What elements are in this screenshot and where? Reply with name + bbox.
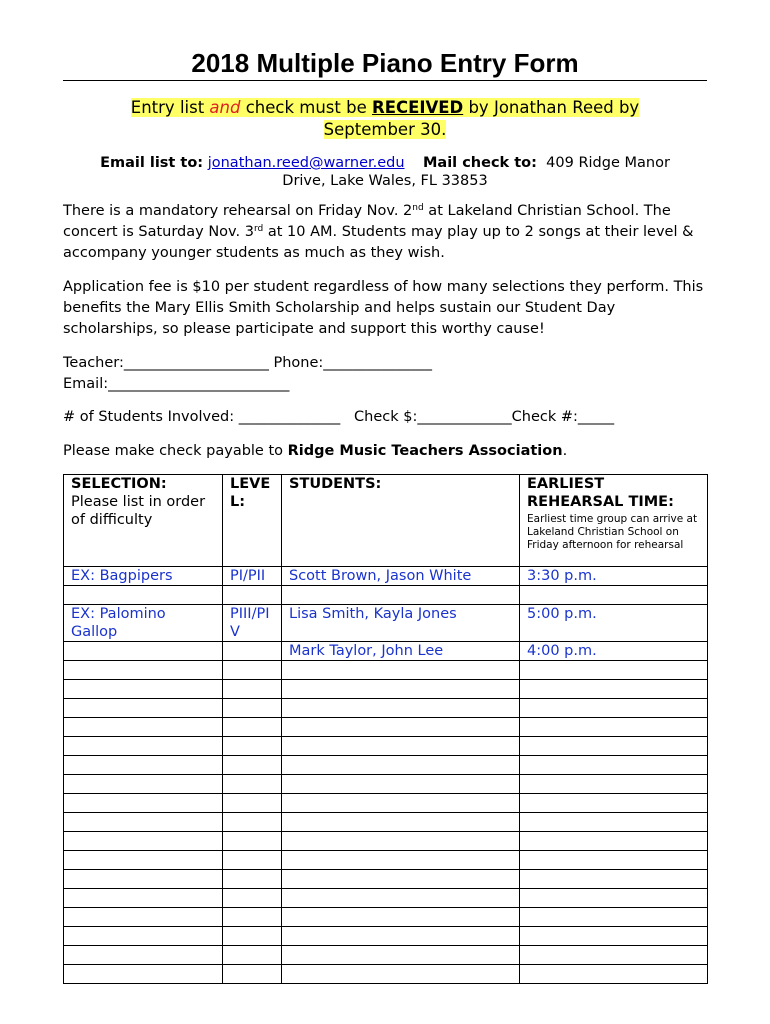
students-cell[interactable] <box>282 699 520 718</box>
time-cell[interactable] <box>520 699 708 718</box>
time-cell[interactable] <box>520 946 708 965</box>
time-cell[interactable]: 4:00 p.m. <box>520 642 708 661</box>
students-cell[interactable] <box>282 680 520 699</box>
students-header: STUDENTS: <box>282 475 520 567</box>
selection-cell[interactable] <box>64 813 223 832</box>
table-row <box>64 870 708 889</box>
time-cell[interactable] <box>520 661 708 680</box>
level-cell[interactable] <box>223 965 282 984</box>
level-cell[interactable] <box>223 718 282 737</box>
students-cell[interactable] <box>282 775 520 794</box>
selection-cell[interactable] <box>64 756 223 775</box>
level-cell[interactable] <box>223 813 282 832</box>
level-cell[interactable] <box>223 642 282 661</box>
level-cell[interactable] <box>223 586 282 605</box>
selection-cell[interactable] <box>64 927 223 946</box>
selection-cell[interactable] <box>64 699 223 718</box>
table-row <box>64 756 708 775</box>
students-cell[interactable] <box>282 908 520 927</box>
title-divider <box>63 80 707 81</box>
table-row <box>64 737 708 756</box>
selection-cell[interactable] <box>64 870 223 889</box>
students-cell[interactable] <box>282 965 520 984</box>
time-cell[interactable]: 3:30 p.m. <box>520 567 708 586</box>
table-row <box>64 927 708 946</box>
address-part2: Drive, Lake Wales, FL 33853 <box>282 173 488 189</box>
time-cell[interactable] <box>520 756 708 775</box>
students-cell[interactable] <box>282 946 520 965</box>
students-cell[interactable]: Lisa Smith, Kayla Jones <box>282 605 520 642</box>
table-row <box>64 718 708 737</box>
page-title: 2018 Multiple Piano Entry Form <box>191 48 579 78</box>
table-row <box>64 605 708 642</box>
deadline-notice-line1: Entry list and check must be RECEIVED by Jonathan Reed by <box>130 98 640 117</box>
table-row <box>64 775 708 794</box>
selection-cell[interactable] <box>64 794 223 813</box>
students-cell[interactable] <box>282 586 520 605</box>
level-cell[interactable] <box>223 908 282 927</box>
students-cell[interactable] <box>282 737 520 756</box>
table-row <box>64 946 708 965</box>
level-cell[interactable] <box>223 870 282 889</box>
selection-cell[interactable] <box>64 661 223 680</box>
selection-cell[interactable] <box>64 851 223 870</box>
level-cell[interactable] <box>223 889 282 908</box>
table-row <box>64 851 708 870</box>
email-link[interactable]: jonathan.reed@warner.edu <box>207 155 405 171</box>
level-cell[interactable] <box>223 946 282 965</box>
table-row <box>64 832 708 851</box>
students-cell[interactable] <box>282 927 520 946</box>
contact-info <box>63 154 707 190</box>
rehearsal-time-header: EARLIEST REHEARSAL TIME: Earliest time group can arrive at Lakeland Christian School on Friday afternoon for rehearsal <box>520 475 708 567</box>
table-row <box>64 794 708 813</box>
students-cell[interactable] <box>282 832 520 851</box>
level-cell[interactable] <box>223 794 282 813</box>
time-cell[interactable] <box>520 718 708 737</box>
level-cell[interactable] <box>223 737 282 756</box>
email-label: Email list to: <box>100 155 204 171</box>
selection-cell[interactable] <box>64 642 223 661</box>
selection-cell[interactable] <box>64 737 223 756</box>
selection-cell[interactable] <box>64 680 223 699</box>
level-cell[interactable] <box>223 661 282 680</box>
students-cell[interactable] <box>282 661 520 680</box>
level-cell[interactable] <box>223 680 282 699</box>
time-cell[interactable] <box>520 813 708 832</box>
time-cell[interactable] <box>520 680 708 699</box>
students-cell[interactable]: Scott Brown, Jason White <box>282 567 520 586</box>
selection-cell[interactable] <box>64 889 223 908</box>
level-cell[interactable] <box>223 775 282 794</box>
entry-table <box>63 474 708 984</box>
table-row <box>64 965 708 984</box>
mail-label: Mail check to: <box>423 155 537 171</box>
time-cell[interactable] <box>520 870 708 889</box>
selection-header: SELECTION: Please list in order of difficulty <box>64 475 223 567</box>
selection-cell[interactable]: EX: Bagpipers <box>64 567 223 586</box>
level-cell[interactable]: PI/PII <box>223 567 282 586</box>
students-cell[interactable] <box>282 794 520 813</box>
selection-cell[interactable] <box>64 965 223 984</box>
table-row <box>64 567 708 586</box>
time-cell[interactable] <box>520 927 708 946</box>
table-row <box>64 889 708 908</box>
table-row <box>64 586 708 605</box>
level-cell[interactable] <box>223 756 282 775</box>
selection-cell[interactable] <box>64 832 223 851</box>
selection-cell[interactable] <box>64 946 223 965</box>
students-cell[interactable] <box>282 851 520 870</box>
selection-cell[interactable] <box>64 718 223 737</box>
level-cell[interactable] <box>223 699 282 718</box>
email-field[interactable]: Email:_________________________ <box>63 376 290 392</box>
students-cell[interactable] <box>282 889 520 908</box>
table-row <box>64 908 708 927</box>
level-cell[interactable] <box>223 927 282 946</box>
students-cell[interactable]: Mark Taylor, John Lee <box>282 642 520 661</box>
teacher-phone-field[interactable]: Teacher:____________________ Phone:_______________ <box>63 355 433 371</box>
table-row <box>64 680 708 699</box>
students-cell[interactable] <box>282 756 520 775</box>
time-cell[interactable] <box>520 775 708 794</box>
deadline-notice <box>63 97 707 141</box>
level-cell[interactable]: PIII/PI V <box>223 605 282 642</box>
time-cell[interactable] <box>520 832 708 851</box>
deadline-notice-line2: September 30. <box>323 120 447 139</box>
time-cell[interactable]: 5:00 p.m. <box>520 605 708 642</box>
time-cell[interactable] <box>520 737 708 756</box>
selection-cell[interactable] <box>64 908 223 927</box>
table-row <box>64 661 708 680</box>
students-cell[interactable] <box>282 870 520 889</box>
students-cell[interactable] <box>282 813 520 832</box>
time-cell[interactable] <box>520 794 708 813</box>
selection-cell[interactable] <box>64 586 223 605</box>
rehearsal-paragraph: There is a mandatory rehearsal on Friday Nov. 2nd at Lakeland Christian School. The concert is Saturday Nov. 3rd at 10 AM. Students may play up to 2 songs at their level & accompany younger students as much as they wish. <box>63 203 694 261</box>
time-cell[interactable] <box>520 965 708 984</box>
selection-cell[interactable] <box>64 775 223 794</box>
students-cell[interactable] <box>282 718 520 737</box>
level-cell[interactable] <box>223 851 282 870</box>
level-cell[interactable] <box>223 832 282 851</box>
time-cell[interactable] <box>520 851 708 870</box>
table-row <box>64 813 708 832</box>
time-cell[interactable] <box>520 908 708 927</box>
table-header-row <box>64 475 708 567</box>
time-cell[interactable] <box>520 586 708 605</box>
address-part1: 409 Ridge Manor <box>546 155 670 171</box>
students-check-field[interactable]: # of Students Involved: ______________ Check $:_____________Check #:_____ <box>63 409 615 425</box>
selection-cell[interactable]: EX: Palomino Gallop <box>64 605 223 642</box>
time-cell[interactable] <box>520 889 708 908</box>
table-row <box>64 699 708 718</box>
table-row <box>64 642 708 661</box>
payable-line: Please make check payable to Ridge Music Teachers Association. <box>63 443 568 459</box>
level-header: LEVE L: <box>223 475 282 567</box>
fee-paragraph: Application fee is $10 per student regardless of how many selections they perform. This benefits the Mary Ellis Smith Scholarship and helps sustain our Student Day scholarships, so please participate and support this worthy cause! <box>63 279 704 337</box>
